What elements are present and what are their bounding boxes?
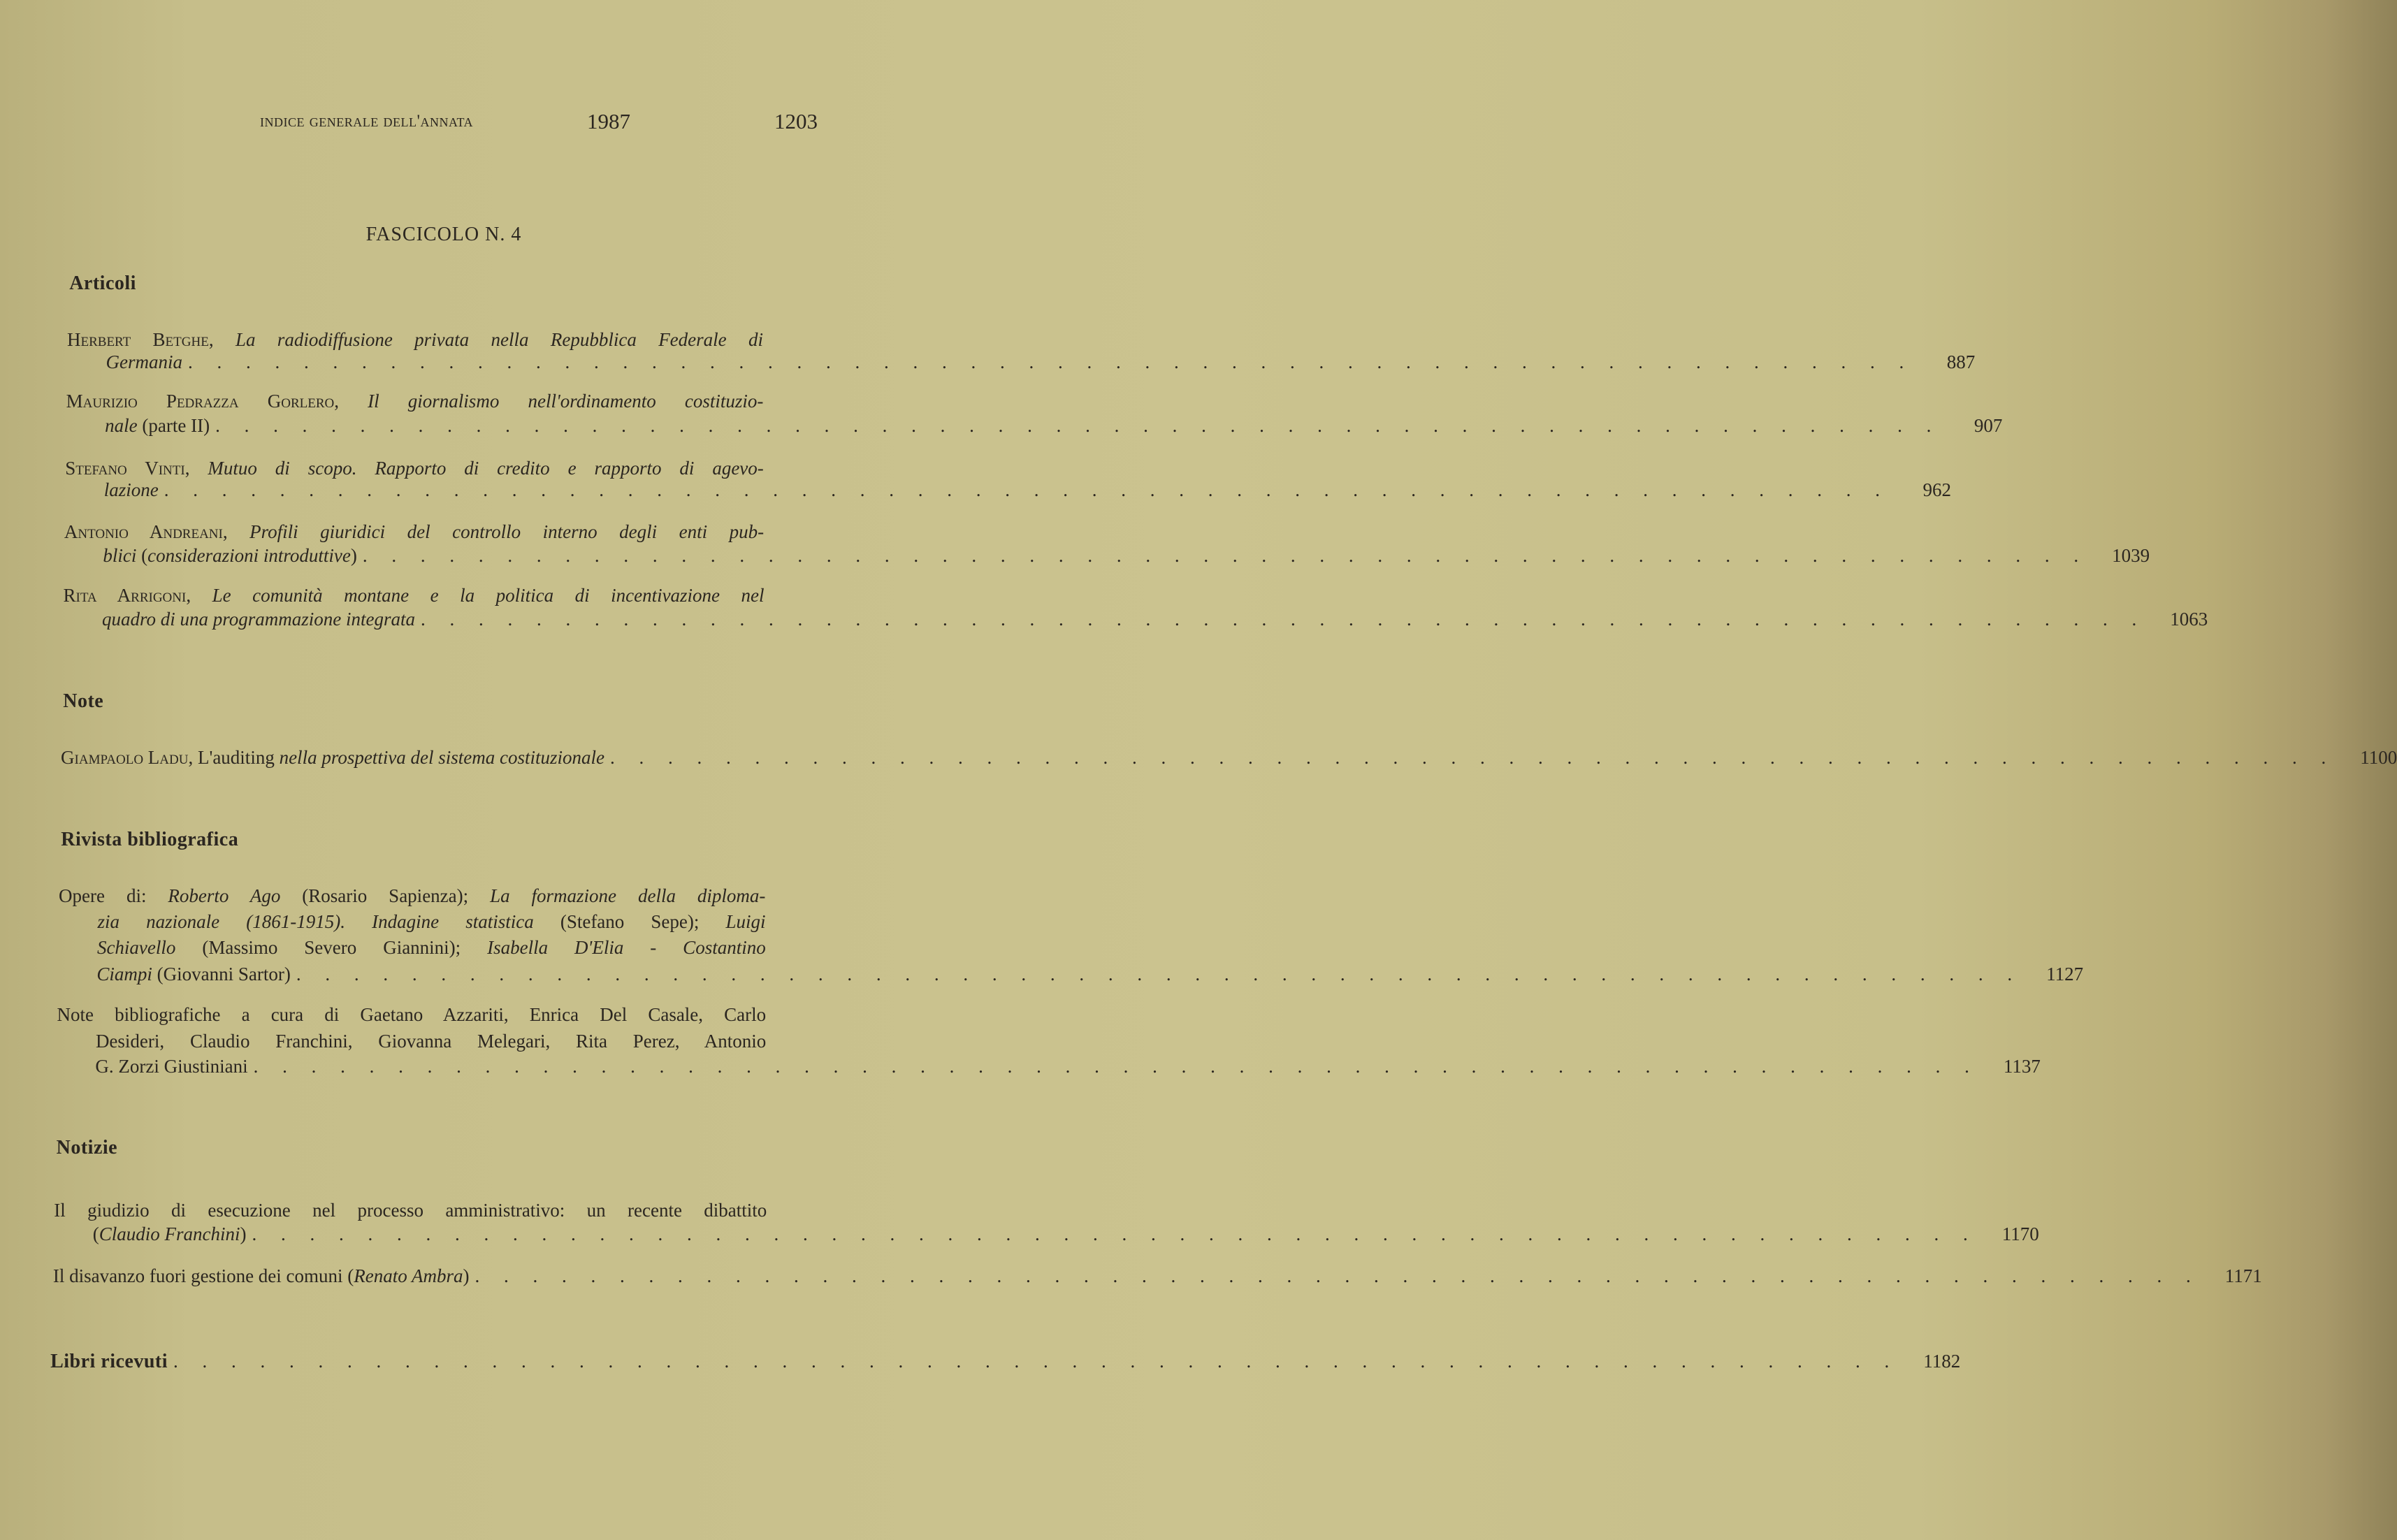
text-segment: , (184, 458, 208, 479)
entry-text (64, 521, 764, 542)
entry-text (103, 543, 356, 568)
toc-entry-line (52, 1263, 2262, 1288)
entry-page-number: 1137 (2003, 1056, 2041, 1077)
text-segment: Mutuo di scopo. Rapporto di credito e rapporto di agevo- (208, 458, 764, 479)
toc-entry-line (67, 327, 763, 352)
entry-page-number: 1127 (2046, 964, 2084, 985)
text-segment: Opere di: (59, 885, 168, 906)
entry-page-number: 962 (1922, 479, 1952, 500)
entry-page-number: 907 (1974, 415, 2003, 436)
toc-entry-line (96, 1029, 766, 1054)
text-segment: Maurizio Pedrazza Gorlero (66, 391, 335, 412)
toc-entry-line (54, 1198, 767, 1223)
text-segment: considerazioni introduttive (147, 545, 351, 566)
text-segment: (Stefano Sepe); (533, 911, 726, 932)
toc-entry-line (97, 935, 766, 960)
text-segment: (Giovanni Sartor) (152, 964, 291, 985)
text-segment: Isabella D'Elia - Costantino (487, 937, 766, 958)
text-segment: Il giornalismo nell'ordinamento costituzio- (368, 391, 764, 412)
toc-entry-line (59, 883, 765, 908)
page-number: 1203 (774, 109, 818, 133)
entry-text (104, 477, 159, 502)
section-heading: Rivista bibliografica (61, 829, 239, 850)
text-segment: (Rosario Sapienza); (280, 885, 491, 906)
entry-text (102, 606, 415, 632)
dot-leader: . . . . . . . . . . . . . . . . . . . . . . . . . . . . . . . . . . . . . . . . . . . . . . . . . . . . . . . . . . . . (215, 415, 1941, 436)
text-segment: Herbert Betghe (67, 329, 209, 350)
toc-entry-line (57, 1002, 767, 1027)
text-segment: blici (103, 545, 137, 566)
text-segment: , (222, 521, 250, 542)
entry-page-number: 1171 (2224, 1265, 2262, 1286)
entry-text (98, 911, 766, 932)
entry-text (53, 1263, 470, 1288)
text-segment: La radiodiffusione privata nella Repubblica Federale di (235, 329, 764, 350)
text-segment: ) (350, 545, 357, 566)
entry-page-number: 1100 (2360, 747, 2397, 768)
text-segment: nella prospettiva del sistema costituzionale (279, 747, 605, 768)
text-segment: Germania (106, 351, 183, 372)
toc-entry-line (92, 1221, 2039, 1247)
text-segment: zia nazionale (1861-1915). Indagine statistica (97, 911, 534, 932)
toc-entry-line (61, 745, 2397, 770)
section-heading: Note (63, 690, 104, 712)
entry-text (67, 329, 763, 350)
text-segment: quadro di una programmazione integrata (102, 609, 416, 630)
entry-page-number: 1170 (2001, 1223, 2039, 1244)
entry-text (93, 1221, 247, 1247)
running-header-year: 1987 (587, 109, 630, 133)
toc-entry-line (95, 1054, 2041, 1079)
entry-text (57, 1004, 767, 1025)
toc-entry-line (64, 519, 764, 544)
dot-leader: . . . . . . . . . . . . . . . . . . . . . . . . . . . . . . . . . . . . . . . . . . . . . . . . . . . . . . . . . . . . (164, 479, 1890, 500)
entry-page-number: 1039 (2112, 545, 2150, 566)
section-heading: Articoli (69, 273, 136, 294)
text-segment: , (186, 585, 212, 606)
text-segment: Profili giuridici del controllo interno degli enti pub- (249, 521, 765, 542)
text-segment: La formazione della diploma- (490, 885, 766, 906)
text-segment: Schiavello (96, 937, 176, 958)
text-segment: Il disavanzo fuori gestione dei comuni ( (52, 1265, 354, 1286)
text-segment: Il giudizio di esecuzione nel processo amministrativo: un recente dibattito (54, 1200, 767, 1221)
toc-entry-line (96, 961, 2084, 987)
section-heading: Notizie (56, 1137, 118, 1158)
entry-text (66, 391, 764, 412)
text-segment: Giampaolo Ladu (61, 747, 189, 768)
entry-page-number: 1182 (1923, 1351, 1961, 1372)
dot-leader: . . . . . . . . . . . . . . . . . . . . . . . . . . . . . . . . . . . . . . . . . . . . . . . . . . . . . . . . . . . . (173, 1351, 1899, 1372)
text-segment: nale (105, 415, 138, 436)
dot-leader: . . . . . . . . . . . . . . . . . . . . . . . . . . . . . . . . . . . . . . . . . . . . . . . . . . . . . . . . . . . . (188, 351, 1914, 372)
entry-text (97, 937, 766, 958)
dot-leader: . . . . . . . . . . . . . . . . . . . . . . . . . . . . . . . . . . . . . . . . . . . . . . . . . . . . . . . . . . . . (253, 1056, 1979, 1077)
entry-text (54, 1200, 767, 1221)
text-segment: , (334, 391, 368, 412)
toc-entry-line (105, 413, 2003, 438)
text-segment: , L'auditing (188, 747, 280, 768)
text-segment: Ciampi (96, 964, 152, 985)
text-segment: ) (240, 1223, 247, 1244)
text-segment: Renato Ambra (354, 1265, 463, 1286)
text-segment: ( (136, 545, 148, 566)
entry-text (105, 413, 210, 438)
text-segment: , (208, 329, 236, 350)
dot-leader: . . . . . . . . . . . . . . . . . . . . . . . . . . . . . . . . . . . . . . . . . . . . . . . . . . . . . . . . . . . . (421, 609, 2147, 630)
dot-leader: . . . . . . . . . . . . . . . . . . . . . . . . . . . . . . . . . . . . . . . . . . . . . . . . . . . . . . . . . . . . (296, 964, 2022, 985)
toc-entry-line (106, 349, 1976, 375)
toc-entry-line (64, 583, 765, 608)
entry-text (96, 1031, 766, 1052)
text-segment: Claudio Franchini (99, 1223, 240, 1244)
toc-entry-line (103, 477, 1952, 502)
text-segment: G. Zorzi Giustiniani (95, 1056, 248, 1077)
dot-leader: . . . . . . . . . . . . . . . . . . . . . . . . . . . . . . . . . . . . . . . . . . . . . . . . . . . . . . . . . . . . (362, 545, 2089, 566)
dot-leader: . . . . . . . . . . . . . . . . . . . . . . . . . . . . . . . . . . . . . . . . . . . . . . . . . . . . . . . . . . . . (610, 747, 2336, 768)
text-segment: Stefano Vinti (65, 458, 185, 479)
toc-entry-line (102, 606, 2208, 632)
text-segment: lazione (103, 479, 159, 500)
text-segment: Le comunità montane e la politica di incentivazione nel (212, 585, 765, 606)
entry-text (61, 745, 604, 770)
entry-page-number: 887 (1946, 351, 1976, 372)
section-heading: Libri ricevuti (50, 1351, 168, 1372)
libri-ricevuti-line (50, 1349, 1961, 1374)
text-segment: Desideri, Claudio Franchini, Giovanna Melegari, Rita Perez, Antonio (95, 1031, 767, 1052)
toc-entry-line (66, 388, 764, 414)
entry-text (96, 961, 290, 987)
text-segment: Note bibliografiche a cura di Gaetano Azzariti, Enrica Del Casale, Carlo (57, 1004, 767, 1025)
entry-page-number: 1063 (2170, 609, 2208, 630)
text-segment: (parte II) (137, 415, 210, 436)
dot-leader: . . . . . . . . . . . . . . . . . . . . . . . . . . . . . . . . . . . . . . . . . . . . . . . . . . . . . . . . . . . . (252, 1223, 1978, 1244)
issue-title: FASCICOLO N. 4 (365, 224, 522, 245)
entry-text (64, 585, 765, 606)
text-segment: Rita Arrigoni (63, 585, 187, 606)
running-header-title: indice generale dell'annata (260, 112, 474, 131)
text-segment: ) (463, 1265, 470, 1286)
toc-entry-line (103, 543, 2150, 568)
text-segment: Roberto Ago (168, 885, 281, 906)
text-segment: Antonio Andreani (64, 521, 223, 542)
text-segment: (Massimo Severo Giannini); (175, 937, 488, 958)
toc-entry-line (98, 909, 766, 934)
entry-text (106, 349, 183, 375)
text-segment: Luigi (725, 911, 766, 932)
entry-text (59, 885, 765, 906)
dot-leader: . . . . . . . . . . . . . . . . . . . . . . . . . . . . . . . . . . . . . . . . . . . . . . . . . . . . . . . . . . . . (475, 1265, 2201, 1286)
entry-text (95, 1054, 247, 1079)
text-segment: ( (92, 1223, 99, 1244)
entry-text (65, 458, 764, 479)
